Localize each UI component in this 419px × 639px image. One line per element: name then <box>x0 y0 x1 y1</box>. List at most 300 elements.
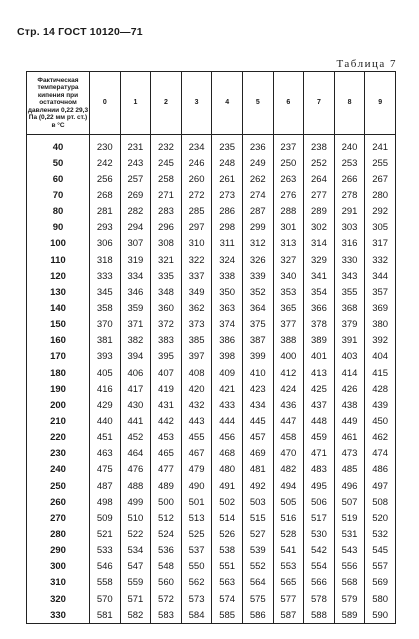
table-cell: 296 <box>151 220 182 236</box>
boiling-temperature-table <box>26 71 396 624</box>
table-cell: 408 <box>181 365 212 381</box>
table-cell: 372 <box>151 317 182 333</box>
table-cell: 282 <box>120 204 151 220</box>
table-cell: 564 <box>242 575 273 591</box>
table-row <box>27 381 396 397</box>
table-cell: 344 <box>365 268 396 284</box>
row-temperature: 210 <box>27 413 90 429</box>
table-cell: 272 <box>181 187 212 203</box>
table-cell: 405 <box>90 365 121 381</box>
table-cell: 442 <box>151 413 182 429</box>
table-cell: 319 <box>120 252 151 268</box>
table-cell: 424 <box>273 381 304 397</box>
table-cell: 512 <box>151 510 182 526</box>
table-cell: 308 <box>151 236 182 252</box>
table-row <box>27 252 396 268</box>
row-temperature: 310 <box>27 575 90 591</box>
table-cell: 499 <box>120 494 151 510</box>
col-header: 6 <box>273 72 304 135</box>
table-cell: 371 <box>120 317 151 333</box>
table-cell: 330 <box>334 252 365 268</box>
table-cell: 551 <box>212 559 243 575</box>
table-row <box>27 349 396 365</box>
table-cell: 363 <box>212 300 243 316</box>
table-cell: 407 <box>151 365 182 381</box>
row-temperature: 180 <box>27 365 90 381</box>
table-cell: 582 <box>120 607 151 624</box>
table-cell: 246 <box>181 155 212 171</box>
table-row <box>27 317 396 333</box>
page-header: Стр. 14 ГОСТ 10120—71 <box>17 26 143 38</box>
table-row <box>27 220 396 236</box>
table-cell: 305 <box>365 220 396 236</box>
table-row <box>27 494 396 510</box>
table-cell: 293 <box>90 220 121 236</box>
table-cell: 321 <box>151 252 182 268</box>
table-cell: 349 <box>181 284 212 300</box>
table-cell: 404 <box>365 349 396 365</box>
table-cell: 473 <box>334 446 365 462</box>
table-cell: 264 <box>304 171 335 187</box>
row-temperature: 140 <box>27 300 90 316</box>
col-header: 3 <box>181 72 212 135</box>
table-cell: 517 <box>304 510 335 526</box>
table-cell: 571 <box>120 591 151 607</box>
table-cell: 317 <box>365 236 396 252</box>
table-row <box>27 284 396 300</box>
table-cell: 426 <box>334 381 365 397</box>
table-cell: 586 <box>242 607 273 624</box>
table-row <box>27 155 396 171</box>
table-cell: 415 <box>365 365 396 381</box>
table-cell: 401 <box>304 349 335 365</box>
table-cell: 355 <box>334 284 365 300</box>
table-cell: 451 <box>90 430 121 446</box>
table-cell: 546 <box>90 559 121 575</box>
table-cell: 506 <box>304 494 335 510</box>
table-cell: 496 <box>334 478 365 494</box>
table-cell: 584 <box>181 607 212 624</box>
table-cell: 470 <box>273 446 304 462</box>
row-temperature: 110 <box>27 252 90 268</box>
table-cell: 357 <box>365 284 396 300</box>
table-cell: 488 <box>120 478 151 494</box>
table-cell: 537 <box>181 543 212 559</box>
table-row <box>27 478 396 494</box>
table-cell: 291 <box>334 204 365 220</box>
table-cell: 373 <box>181 317 212 333</box>
table-cell: 345 <box>90 284 121 300</box>
table-cell: 432 <box>181 397 212 413</box>
table-cell: 316 <box>334 236 365 252</box>
table-cell: 434 <box>242 397 273 413</box>
table-cell: 245 <box>151 155 182 171</box>
table-cell: 522 <box>120 526 151 542</box>
table-cell: 465 <box>151 446 182 462</box>
table-cell: 481 <box>242 462 273 478</box>
table-cell: 585 <box>212 607 243 624</box>
table-cell: 492 <box>242 478 273 494</box>
table-cell: 382 <box>120 333 151 349</box>
table-cell: 572 <box>151 591 182 607</box>
table-cell: 554 <box>304 559 335 575</box>
table-cell: 273 <box>212 187 243 203</box>
table-cell: 253 <box>334 155 365 171</box>
table-cell: 329 <box>304 252 335 268</box>
table-cell: 267 <box>365 171 396 187</box>
table-cell: 386 <box>212 333 243 349</box>
table-cell: 510 <box>120 510 151 526</box>
table-row <box>27 575 396 591</box>
table-cell: 241 <box>365 135 396 156</box>
table-cell: 552 <box>242 559 273 575</box>
table-cell: 302 <box>304 220 335 236</box>
table-cell: 536 <box>151 543 182 559</box>
table-cell: 346 <box>120 284 151 300</box>
table-cell: 287 <box>242 204 273 220</box>
table-cell: 480 <box>212 462 243 478</box>
table-cell: 237 <box>273 135 304 156</box>
table-cell: 392 <box>365 333 396 349</box>
table-cell: 274 <box>242 187 273 203</box>
table-cell: 469 <box>242 446 273 462</box>
table-cell: 377 <box>273 317 304 333</box>
table-cell: 256 <box>90 171 121 187</box>
table-row <box>27 300 396 316</box>
table-row <box>27 204 396 220</box>
table-cell: 502 <box>212 494 243 510</box>
table-cell: 413 <box>304 365 335 381</box>
col-header: 1 <box>120 72 151 135</box>
table-cell: 248 <box>212 155 243 171</box>
table-cell: 409 <box>212 365 243 381</box>
table-cell: 271 <box>151 187 182 203</box>
table-cell: 461 <box>334 430 365 446</box>
col-header: 7 <box>304 72 335 135</box>
table-cell: 385 <box>181 333 212 349</box>
table-cell: 258 <box>151 171 182 187</box>
table-row <box>27 446 396 462</box>
table-cell: 524 <box>151 526 182 542</box>
table-cell: 533 <box>90 543 121 559</box>
table-row <box>27 365 396 381</box>
table-cell: 514 <box>212 510 243 526</box>
row-temperature: 70 <box>27 187 90 203</box>
table-cell: 252 <box>304 155 335 171</box>
table-cell: 389 <box>304 333 335 349</box>
table-cell: 513 <box>181 510 212 526</box>
table-cell: 574 <box>212 591 243 607</box>
table-header-row <box>27 72 396 135</box>
table-cell: 231 <box>120 135 151 156</box>
table-cell: 587 <box>273 607 304 624</box>
table-cell: 525 <box>181 526 212 542</box>
table-cell: 263 <box>273 171 304 187</box>
table-cell: 570 <box>90 591 121 607</box>
table-cell: 526 <box>212 526 243 542</box>
table-cell: 448 <box>304 413 335 429</box>
table-cell: 550 <box>181 559 212 575</box>
table-cell: 521 <box>90 526 121 542</box>
table-cell: 508 <box>365 494 396 510</box>
table-cell: 249 <box>242 155 273 171</box>
table-cell: 474 <box>365 446 396 462</box>
table-cell: 403 <box>334 349 365 365</box>
table-cell: 412 <box>273 365 304 381</box>
table-cell: 280 <box>365 187 396 203</box>
row-temperature: 260 <box>27 494 90 510</box>
table-cell: 471 <box>304 446 335 462</box>
table-cell: 400 <box>273 349 304 365</box>
row-temperature: 240 <box>27 462 90 478</box>
table-cell: 436 <box>273 397 304 413</box>
table-cell: 298 <box>212 220 243 236</box>
table-cell: 236 <box>242 135 273 156</box>
table-cell: 337 <box>181 268 212 284</box>
table-cell: 483 <box>304 462 335 478</box>
row-temperature: 280 <box>27 526 90 542</box>
table-cell: 235 <box>212 135 243 156</box>
col-header: 5 <box>242 72 273 135</box>
row-temperature: 50 <box>27 155 90 171</box>
table-cell: 343 <box>334 268 365 284</box>
table-cell: 338 <box>212 268 243 284</box>
table-cell: 312 <box>242 236 273 252</box>
table-cell: 276 <box>273 187 304 203</box>
table-cell: 445 <box>242 413 273 429</box>
table-cell: 589 <box>334 607 365 624</box>
table-cell: 530 <box>304 526 335 542</box>
row-temperature: 160 <box>27 333 90 349</box>
table-cell: 322 <box>181 252 212 268</box>
col-header: 9 <box>365 72 396 135</box>
table-cell: 477 <box>151 462 182 478</box>
table-cell: 306 <box>90 236 121 252</box>
table-cell: 577 <box>273 591 304 607</box>
table-cell: 365 <box>273 300 304 316</box>
table-cell: 527 <box>242 526 273 542</box>
table-cell: 334 <box>120 268 151 284</box>
table-cell: 234 <box>181 135 212 156</box>
table-cell: 311 <box>212 236 243 252</box>
table-cell: 437 <box>304 397 335 413</box>
table-cell: 417 <box>120 381 151 397</box>
table-cell: 575 <box>242 591 273 607</box>
table-row <box>27 187 396 203</box>
table-cell: 447 <box>273 413 304 429</box>
table-cell: 414 <box>334 365 365 381</box>
table-cell: 318 <box>90 252 121 268</box>
table-cell: 515 <box>242 510 273 526</box>
table-cell: 458 <box>273 430 304 446</box>
table-cell: 431 <box>151 397 182 413</box>
table-cell: 543 <box>334 543 365 559</box>
table-cell: 288 <box>273 204 304 220</box>
table-row <box>27 559 396 575</box>
table-cell: 566 <box>304 575 335 591</box>
table-cell: 266 <box>334 171 365 187</box>
table-cell: 383 <box>151 333 182 349</box>
table-cell: 350 <box>212 284 243 300</box>
table-cell: 485 <box>334 462 365 478</box>
table-cell: 425 <box>304 381 335 397</box>
table-cell: 562 <box>181 575 212 591</box>
table-cell: 368 <box>334 300 365 316</box>
table-cell: 476 <box>120 462 151 478</box>
table-cell: 569 <box>365 575 396 591</box>
table-cell: 520 <box>365 510 396 526</box>
table-cell: 370 <box>90 317 121 333</box>
table-cell: 243 <box>120 155 151 171</box>
table-cell: 467 <box>181 446 212 462</box>
table-cell: 335 <box>151 268 182 284</box>
table-cell: 260 <box>181 171 212 187</box>
table-cell: 503 <box>242 494 273 510</box>
table-cell: 487 <box>90 478 121 494</box>
row-temperature: 170 <box>27 349 90 365</box>
table-cell: 250 <box>273 155 304 171</box>
row-temperature: 300 <box>27 559 90 575</box>
table-cell: 489 <box>151 478 182 494</box>
table-row <box>27 171 396 187</box>
table-cell: 324 <box>212 252 243 268</box>
table-cell: 406 <box>120 365 151 381</box>
table-cell: 479 <box>181 462 212 478</box>
table-cell: 428 <box>365 381 396 397</box>
row-temperature: 90 <box>27 220 90 236</box>
table-row <box>27 591 396 607</box>
table-cell: 453 <box>151 430 182 446</box>
table-cell: 283 <box>151 204 182 220</box>
table-cell: 583 <box>151 607 182 624</box>
row-temperature: 290 <box>27 543 90 559</box>
table-cell: 278 <box>334 187 365 203</box>
table-cell: 341 <box>304 268 335 284</box>
table-cell: 558 <box>90 575 121 591</box>
table-row <box>27 430 396 446</box>
table-cell: 588 <box>304 607 335 624</box>
table-cell: 430 <box>120 397 151 413</box>
table-row <box>27 268 396 284</box>
table-cell: 364 <box>242 300 273 316</box>
table-row <box>27 236 396 252</box>
table-cell: 440 <box>90 413 121 429</box>
table-cell: 366 <box>304 300 335 316</box>
table-cell: 516 <box>273 510 304 526</box>
table-row <box>27 462 396 478</box>
table-cell: 538 <box>212 543 243 559</box>
row-temperature: 190 <box>27 381 90 397</box>
row-temperature: 40 <box>27 135 90 156</box>
table-cell: 548 <box>151 559 182 575</box>
table-cell: 398 <box>212 349 243 365</box>
table-cell: 557 <box>365 559 396 575</box>
table-cell: 242 <box>90 155 121 171</box>
row-temperature: 60 <box>27 171 90 187</box>
table-cell: 269 <box>120 187 151 203</box>
table-cell: 340 <box>273 268 304 284</box>
table-cell: 495 <box>304 478 335 494</box>
table-cell: 464 <box>120 446 151 462</box>
table-cell: 452 <box>120 430 151 446</box>
table-cell: 519 <box>334 510 365 526</box>
table-cell: 339 <box>242 268 273 284</box>
table-cell: 505 <box>273 494 304 510</box>
table-cell: 299 <box>242 220 273 236</box>
table-cell: 314 <box>304 236 335 252</box>
table-cell: 542 <box>304 543 335 559</box>
table-cell: 486 <box>365 462 396 478</box>
table-row <box>27 333 396 349</box>
table-cell: 459 <box>304 430 335 446</box>
table-cell: 232 <box>151 135 182 156</box>
table-cell: 262 <box>242 171 273 187</box>
table-cell: 286 <box>212 204 243 220</box>
table-cell: 500 <box>151 494 182 510</box>
table-cell: 394 <box>120 349 151 365</box>
table-cell: 444 <box>212 413 243 429</box>
table-cell: 547 <box>120 559 151 575</box>
table-cell: 416 <box>90 381 121 397</box>
table-cell: 301 <box>273 220 304 236</box>
table-cell: 420 <box>181 381 212 397</box>
table-cell: 497 <box>365 478 396 494</box>
table-cell: 313 <box>273 236 304 252</box>
table-cell: 230 <box>90 135 121 156</box>
table-cell: 545 <box>365 543 396 559</box>
table-cell: 463 <box>90 446 121 462</box>
table-cell: 289 <box>304 204 335 220</box>
table-cell: 490 <box>181 478 212 494</box>
table-cell: 439 <box>365 397 396 413</box>
table-cell: 556 <box>334 559 365 575</box>
table-cell: 380 <box>365 317 396 333</box>
row-temperature: 200 <box>27 397 90 413</box>
table-cell: 277 <box>304 187 335 203</box>
table-cell: 387 <box>242 333 273 349</box>
table-cell: 333 <box>90 268 121 284</box>
table-cell: 255 <box>365 155 396 171</box>
table-cell: 397 <box>181 349 212 365</box>
table-cell: 294 <box>120 220 151 236</box>
table-cell: 327 <box>273 252 304 268</box>
table-cell: 507 <box>334 494 365 510</box>
table-cell: 307 <box>120 236 151 252</box>
table-cell: 450 <box>365 413 396 429</box>
table-cell: 457 <box>242 430 273 446</box>
table-cell: 360 <box>151 300 182 316</box>
row-temperature: 330 <box>27 607 90 624</box>
table-cell: 388 <box>273 333 304 349</box>
table-cell: 455 <box>181 430 212 446</box>
table-cell: 429 <box>90 397 121 413</box>
table-cell: 268 <box>90 187 121 203</box>
table-cell: 528 <box>273 526 304 542</box>
table-row <box>27 510 396 526</box>
table-cell: 539 <box>242 543 273 559</box>
table-row <box>27 607 396 624</box>
table-cell: 509 <box>90 510 121 526</box>
table-cell: 568 <box>334 575 365 591</box>
table-row <box>27 397 396 413</box>
table-cell: 354 <box>304 284 335 300</box>
table-cell: 362 <box>181 300 212 316</box>
table-cell: 332 <box>365 252 396 268</box>
table-cell: 379 <box>334 317 365 333</box>
table-cell: 433 <box>212 397 243 413</box>
table-cell: 462 <box>365 430 396 446</box>
table-cell: 352 <box>242 284 273 300</box>
